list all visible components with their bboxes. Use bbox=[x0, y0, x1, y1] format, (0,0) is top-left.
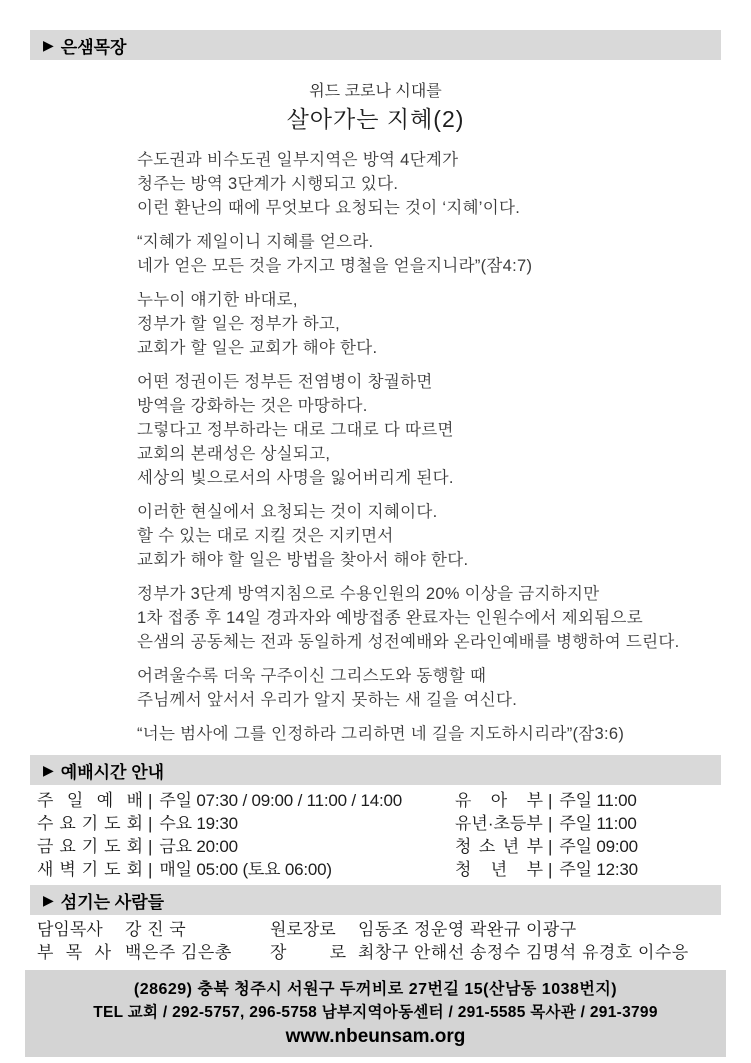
worship-time: 주일 11:00 bbox=[559, 791, 637, 810]
section-title-worship: 예배시간 안내 bbox=[60, 762, 165, 782]
paragraph-line: 어떤 정권이든 정부든 전염병이 창궐하면 bbox=[137, 373, 433, 391]
servant-role: 장 로 bbox=[270, 943, 346, 962]
paragraph bbox=[137, 722, 711, 746]
worship-label: 유년·초등부 bbox=[455, 814, 543, 833]
paragraph bbox=[137, 288, 711, 360]
worship-row bbox=[37, 858, 455, 881]
worship-label: 주 일 예 배 bbox=[37, 791, 143, 810]
footer-website: www.nbeunsam.org bbox=[285, 1026, 466, 1047]
paragraph-line: 정부가 3단계 방역지침으로 수용인원의 20% 이상을 금지하지만 bbox=[137, 585, 600, 603]
paragraph-line: 1차 접종 후 14일 경과자와 예방접종 완료자는 인원수에서 제외됨으로 bbox=[137, 609, 643, 627]
worship-row bbox=[455, 789, 721, 812]
servants-left bbox=[37, 918, 270, 941]
servant-names: 강 진 국 bbox=[125, 920, 187, 939]
paragraph-line: 청주는 방역 3단계가 시행되고 있다. bbox=[137, 175, 399, 193]
worship-row bbox=[37, 835, 455, 858]
paragraph-line: 정부가 할 일은 정부가 하고, bbox=[137, 315, 341, 333]
paragraph bbox=[137, 370, 711, 490]
servants-list bbox=[37, 918, 721, 964]
paragraph bbox=[137, 500, 711, 572]
servant-role: 담임목사 bbox=[37, 920, 103, 939]
separator: | bbox=[548, 860, 553, 879]
servants-left bbox=[37, 941, 270, 964]
servant-names: 백은주 김은총 bbox=[125, 943, 232, 962]
paragraph-line: 어려울수록 더욱 구주이신 그리스도와 동행할 때 bbox=[137, 667, 487, 685]
article-subtitle: 위드 코로나 시대를 bbox=[309, 83, 442, 100]
worship-column-right bbox=[455, 789, 721, 881]
worship-label: 수 요 기 도 회 bbox=[37, 814, 143, 833]
worship-column-left bbox=[37, 789, 455, 881]
worship-time: 매일 05:00 (토요 06:00) bbox=[159, 860, 332, 879]
section-title-servants: 섬기는 사람들 bbox=[60, 892, 165, 912]
triangle-icon: ▶ bbox=[43, 36, 54, 53]
footer-phones: TEL 교회 / 292-5757, 296-5758 남부지역아동센터 / 291-5585 목사관 / 291-3799 bbox=[93, 1004, 658, 1021]
separator: | bbox=[548, 837, 553, 856]
worship-row bbox=[455, 835, 721, 858]
worship-schedule bbox=[37, 789, 721, 881]
worship-label: 새 벽 기 도 회 bbox=[37, 860, 143, 879]
paragraph-line: “지혜가 제일이니 지혜를 얻으라. bbox=[137, 233, 374, 251]
paragraph-line: 그렇다고 정부하라는 대로 그대로 다 따르면 bbox=[137, 421, 454, 439]
section-header-worship bbox=[30, 755, 721, 785]
worship-row bbox=[37, 812, 455, 835]
worship-time: 주일 11:00 bbox=[559, 814, 637, 833]
section-title-cell-group: 은샘목장 bbox=[60, 37, 127, 57]
worship-row bbox=[455, 812, 721, 835]
servant-role: 원로장로 bbox=[270, 920, 336, 939]
paragraph-line: 주님께서 앞서서 우리가 알지 못하는 새 길을 여신다. bbox=[137, 691, 518, 709]
paragraph-line: “너는 범사에 그를 인정하라 그리하면 네 길을 지도하시리라”(잠3:6) bbox=[137, 725, 625, 743]
article-title: 살아가는 지혜(2) bbox=[286, 106, 465, 132]
article-title-block bbox=[0, 82, 751, 134]
worship-label: 금 요 기 도 회 bbox=[37, 837, 143, 856]
paragraph-line: 교회가 할 일은 교회가 해야 한다. bbox=[137, 339, 378, 357]
separator: | bbox=[148, 791, 153, 810]
triangle-icon: ▶ bbox=[43, 891, 54, 908]
paragraph-line: 세상의 빛으로서의 사명을 잃어버리게 된다. bbox=[137, 469, 454, 487]
paragraph-line: 은샘의 공동체는 전과 동일하게 성전예배와 온라인예배를 병행하여 드린다. bbox=[137, 633, 680, 651]
worship-label: 유 아 부 bbox=[455, 791, 543, 810]
section-header-servants bbox=[30, 885, 721, 915]
servant-names: 최창구 안해선 송정수 김명석 유경호 이수응 bbox=[358, 943, 689, 962]
separator: | bbox=[148, 837, 153, 856]
worship-time: 주일 07:30 / 09:00 / 11:00 / 14:00 bbox=[159, 791, 403, 810]
paragraph-line: 이런 환난의 때에 무엇보다 요청되는 것이 ‘지혜’이다. bbox=[137, 199, 521, 217]
separator: | bbox=[548, 791, 553, 810]
worship-label: 청 년 부 bbox=[455, 860, 543, 879]
paragraph-line: 할 수 있는 대로 지킬 것은 지키면서 bbox=[137, 527, 394, 545]
footer-address: (28629) 충북 청주시 서원구 두꺼비로 27번길 15(산남동 1038번지) bbox=[133, 981, 618, 998]
paragraph-line: 수도권과 비수도권 일부지역은 방역 4단계가 bbox=[137, 151, 459, 169]
separator: | bbox=[148, 860, 153, 879]
paragraph-line: 방역을 강화하는 것은 마땅하다. bbox=[137, 397, 368, 415]
servants-right bbox=[270, 941, 721, 964]
worship-row bbox=[37, 789, 455, 812]
footer-block bbox=[25, 970, 726, 1057]
paragraph bbox=[137, 230, 711, 278]
servant-names: 임동조 정운영 곽완규 이광구 bbox=[358, 920, 577, 939]
paragraph bbox=[137, 664, 711, 712]
separator: | bbox=[548, 814, 553, 833]
paragraph-line: 교회의 본래성은 상실되고, bbox=[137, 445, 331, 463]
paragraph bbox=[137, 582, 711, 654]
servants-row bbox=[37, 941, 721, 964]
paragraph-line: 누누이 얘기한 바대로, bbox=[137, 291, 298, 309]
paragraph bbox=[137, 148, 711, 220]
servants-right bbox=[270, 918, 721, 941]
worship-time: 주일 09:00 bbox=[559, 837, 638, 856]
separator: | bbox=[148, 814, 153, 833]
section-header-cell-group bbox=[30, 30, 721, 60]
worship-label: 청 소 년 부 bbox=[455, 837, 543, 856]
servants-row bbox=[37, 918, 721, 941]
paragraph-line: 교회가 해야 할 일은 방법을 찾아서 해야 한다. bbox=[137, 551, 469, 569]
paragraph-line: 네가 얻은 모든 것을 가지고 명철을 얻을지니라”(잠4:7) bbox=[137, 257, 533, 275]
worship-time: 수요 19:30 bbox=[159, 814, 238, 833]
paragraph-line: 이러한 현실에서 요청되는 것이 지혜이다. bbox=[137, 503, 438, 521]
servant-role: 부 목 사 bbox=[37, 943, 111, 962]
worship-row bbox=[455, 858, 721, 881]
worship-time: 주일 12:30 bbox=[559, 860, 638, 879]
article-paragraphs bbox=[137, 148, 711, 746]
worship-time: 금요 20:00 bbox=[159, 837, 238, 856]
triangle-icon: ▶ bbox=[43, 761, 54, 778]
